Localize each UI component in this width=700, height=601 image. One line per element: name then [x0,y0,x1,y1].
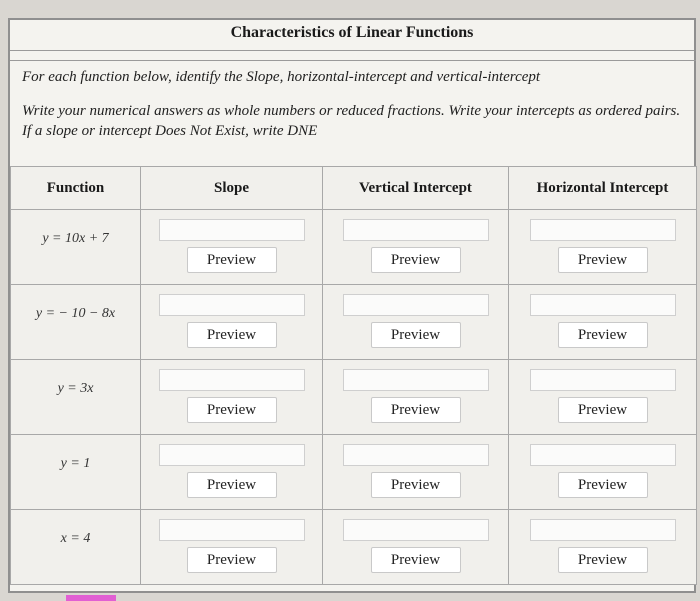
horizontal-intercept-input[interactable] [530,519,676,541]
vertical-intercept-preview-button[interactable]: Preview [371,547,461,573]
header-function: Function [11,167,141,210]
table-row [11,360,697,435]
slope-preview-button[interactable]: Preview [187,547,277,573]
slope-cell [141,360,323,435]
table-row [11,210,697,285]
horizontal-intercept-preview-button[interactable]: Preview [558,547,648,573]
page-title: Characteristics of Linear Functions [230,24,474,41]
answer-table [10,166,697,585]
slope-cell [141,285,323,360]
function-label: x = 4 [60,531,91,546]
slope-cell [141,435,323,510]
table-row [11,510,697,585]
horizontal-intercept-preview-button[interactable]: Preview [558,247,648,273]
vertical-intercept-preview-button[interactable]: Preview [371,397,461,423]
horizontal-intercept-input[interactable] [530,294,676,316]
horizontal-intercept-input[interactable] [530,219,676,241]
vertical-intercept-preview-button[interactable]: Preview [371,472,461,498]
header-horizontal-intercept: Horizontal Intercept [509,167,697,210]
slope-input[interactable] [159,444,305,466]
vertical-intercept-input[interactable] [343,444,489,466]
function-cell [11,510,141,585]
horizontal-intercept-cell [509,210,697,285]
table-row [11,285,697,360]
horizontal-intercept-preview-button[interactable]: Preview [558,397,648,423]
slope-input[interactable] [159,519,305,541]
table-row [11,435,697,510]
vertical-intercept-input[interactable] [343,294,489,316]
instruction-line-2: Write your numerical answers as whole numbers or reduced fractions. Write your intercepts as ordered pairs. If a slope or intercept Does Not Exist, write DNE [22,103,681,139]
function-cell [11,435,141,510]
slope-preview-button[interactable]: Preview [187,247,277,273]
horizontal-intercept-cell [509,285,697,360]
slope-input[interactable] [159,369,305,391]
horizontal-intercept-preview-button[interactable]: Preview [558,472,648,498]
slope-input[interactable] [159,294,305,316]
vertical-intercept-cell [323,285,509,360]
function-cell [11,285,141,360]
horizontal-intercept-input[interactable] [530,369,676,391]
function-cell [11,210,141,285]
function-label: y = 3x [57,381,94,396]
worksheet [8,18,696,593]
slope-preview-button[interactable]: Preview [187,397,277,423]
title-divider [10,50,694,51]
vertical-intercept-cell [323,210,509,285]
slope-preview-button[interactable]: Preview [187,322,277,348]
header-slope: Slope [141,167,323,210]
function-cell [11,360,141,435]
slope-preview-button[interactable]: Preview [187,472,277,498]
horizontal-intercept-cell [509,510,697,585]
vertical-intercept-input[interactable] [343,519,489,541]
instructions-box [10,60,696,175]
slope-input[interactable] [159,219,305,241]
instruction-line-1: For each function below, identify the Slope, horizontal-intercept and vertical-intercept [22,69,541,85]
table-header-row [11,167,697,210]
vertical-intercept-cell [323,510,509,585]
function-label: y = − 10 − 8x [35,306,116,321]
horizontal-intercept-input[interactable] [530,444,676,466]
vertical-intercept-cell [323,435,509,510]
vertical-intercept-preview-button[interactable]: Preview [371,322,461,348]
vertical-intercept-input[interactable] [343,219,489,241]
header-vertical-intercept: Vertical Intercept [323,167,509,210]
function-label: y = 10x + 7 [42,231,109,246]
slope-cell [141,510,323,585]
horizontal-intercept-cell [509,435,697,510]
accent-bar [66,595,116,601]
horizontal-intercept-preview-button[interactable]: Preview [558,322,648,348]
vertical-intercept-preview-button[interactable]: Preview [371,247,461,273]
function-label: y = 1 [60,456,91,471]
horizontal-intercept-cell [509,360,697,435]
vertical-intercept-input[interactable] [343,369,489,391]
slope-cell [141,210,323,285]
vertical-intercept-cell [323,360,509,435]
